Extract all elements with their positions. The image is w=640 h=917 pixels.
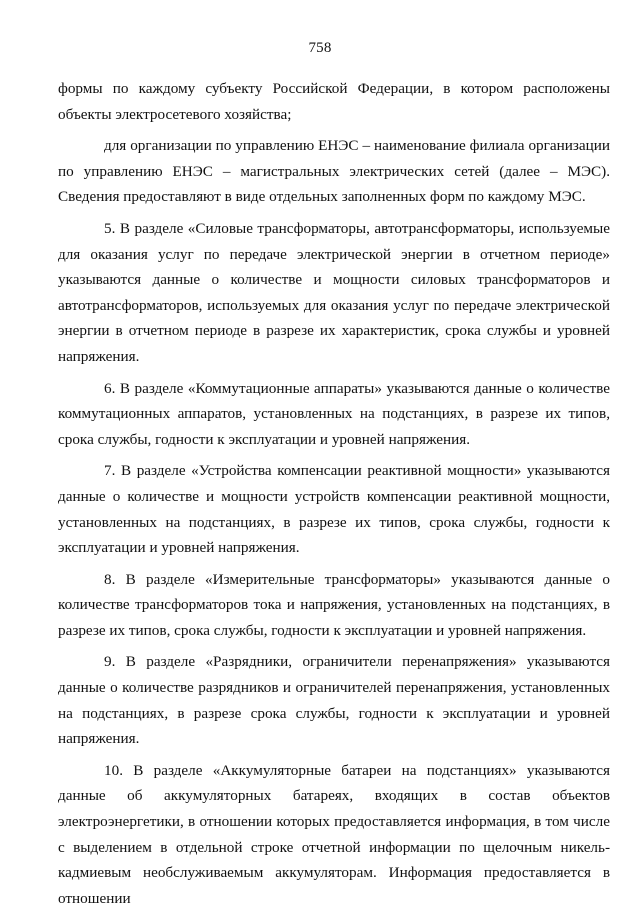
paragraph-item-10: 10. В разделе «Аккумуляторные батареи на подстанциях» указываются данные об аккумуляторных батареях, входящих в состав объектов электроэнергетики, в отношении которых предоставляется информация, в том числе с выделением в отдельной строке отчетной информации по щелочным никель-кадмиевым необслуживаемым аккумуляторам. Информация предоставляется в отношении	[58, 761, 610, 907]
paragraph-item-6: 6. В разделе «Коммутационные аппараты» указываются данные о количестве коммутационных аппаратов, установленных на подстанциях, в разрезе их типов, срока службы, годности к эксплуатации и уровней напряжения.	[58, 379, 610, 448]
paragraph-item-8: 8. В разделе «Измерительные трансформаторы» указываются данные о количестве трансформаторов тока и напряжения, установленных на подстанциях, в разрезе их типов, срока службы, годности к эксплуатации и уровней напряжения.	[58, 570, 610, 639]
page-number: 758	[308, 40, 332, 56]
paragraph-item-9: 9. В разделе «Разрядники, ограничители перенапряжения» указываются данные о количестве разрядников и ограничителей перенапряжения, установленных на подстанциях, в разрезе срока службы, годности к эксплуатации и уровней напряжения.	[58, 653, 610, 748]
paragraph-item-7: 7. В разделе «Устройства компенсации реактивной мощности» указываются данные о количестве и мощности устройств компенсации реактивной мощности, установленных на подстанциях, в разрезе их типов, срока службы, годности к эксплуатации и уровней напряжения.	[58, 462, 610, 557]
paragraph-enes: для организации по управлению ЕНЭС – наименование филиала организации по управлению ЕНЭС – магистральных электрических сетей (далее – МЭС). Сведения предоставляют в виде отдельных заполненных форм по каждому МЭС.	[58, 137, 610, 206]
paragraph-continuation: формы по каждому субъекту Российской Федерации, в котором расположены объекты электросетевого хозяйства;	[58, 80, 610, 123]
document-body	[58, 76, 610, 917]
paragraph-item-5: 5. В разделе «Силовые трансформаторы, автотрансформаторы, используемые для оказания услуг по передаче электрической энергии в отчетном периоде» указываются данные о количестве и мощности силовых трансформаторов и автотрансформаторов, используемых для оказания услуг по передаче электрической энергии в отчетном периоде в разрезе их характеристик, срока службы и уровней напряжения.	[58, 219, 610, 365]
